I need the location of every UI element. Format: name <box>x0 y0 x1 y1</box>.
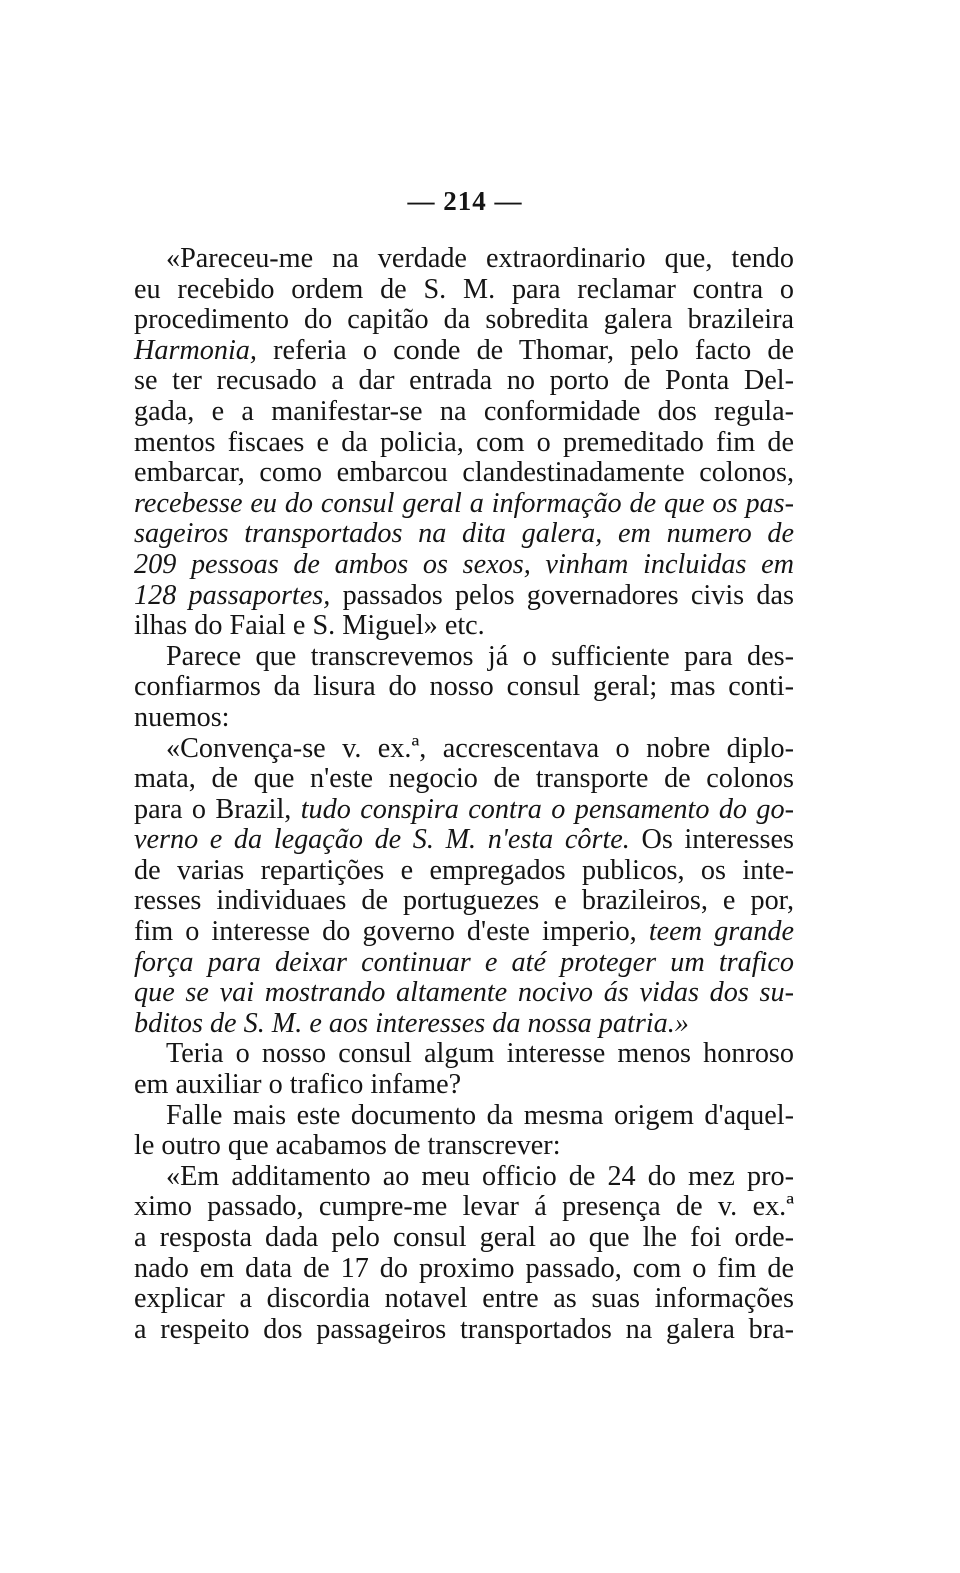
text-segment: a resposta dada pelo consul geral ao que lhe foi orde- <box>134 1222 794 1253</box>
text-segment: explicar a discordia notavel entre as suas informações <box>134 1283 794 1315</box>
text-segment: procedimento do capitão da sobredita galera brazileira <box>134 304 794 336</box>
text-segment: para o Brazil, <box>134 793 301 825</box>
text-segment: confiarmos da lisura do nosso consul geral; mas conti- <box>134 671 794 703</box>
text-segment: Harmonia, <box>134 334 257 366</box>
text-line <box>134 428 794 459</box>
text-line <box>134 1131 794 1162</box>
text-line <box>134 275 794 306</box>
text-line <box>134 305 794 336</box>
text-line <box>134 1284 794 1315</box>
text-line <box>134 336 794 367</box>
text-segment: mentos fiscaes e da policia, com o premeditado fim de <box>134 426 794 458</box>
text-line <box>134 397 794 428</box>
text-segment: força para deixar continuar e até proteger um trafico <box>134 946 794 978</box>
text-line <box>134 764 794 795</box>
text-line <box>134 550 794 581</box>
text-segment: Parece que transcrevemos já o sufficiente para des- <box>166 640 794 672</box>
text-line <box>134 825 794 856</box>
text-line <box>134 795 794 826</box>
text-segment: fim o interesse do governo d'este imperio, <box>134 916 649 948</box>
page-number: — 214 — <box>407 186 523 216</box>
text-segment: gada, e a manifestar-se na conformidade dos regula- <box>134 395 794 427</box>
text-line <box>134 1254 794 1285</box>
text-segment: ximo passado, cumpre-me levar á presença de v. ex.ª <box>134 1191 794 1223</box>
text-line <box>134 642 794 673</box>
text-segment: passados pelos governadores civis das <box>330 579 794 611</box>
text-segment: de varias repartições e empregados publicos, os inte- <box>134 854 794 886</box>
text-line <box>134 1070 794 1101</box>
text-segment: mata, de que n'este negocio de transporte de colonos <box>134 763 794 795</box>
text-line <box>134 734 794 765</box>
text-segment: «Pareceu-me na verdade extraordinario que, tendo <box>166 243 794 274</box>
text-line <box>134 672 794 703</box>
text-line <box>134 1192 794 1223</box>
text-line <box>134 1101 794 1132</box>
text-segment: a respeito dos passageiros transportados na galera bra- <box>134 1313 794 1345</box>
text-line <box>134 366 794 397</box>
text-segment: 209 pessoas de ambos os sexos, vinham incluidas em <box>134 548 794 580</box>
text-segment: sageiros transportados na dita galera, em numero de <box>134 518 794 550</box>
text-segment: «Em additamento ao meu officio de 24 do mez pro- <box>166 1160 794 1192</box>
text-line <box>134 917 794 948</box>
text-segment: resses individuaes de portuguezes e brazileiros, e por, <box>134 885 794 917</box>
body-text <box>134 244 794 1345</box>
text-line <box>134 581 794 612</box>
text-segment: nado em data de 17 do proximo passado, com o fim de <box>134 1252 794 1284</box>
text-segment: verno e da legação de S. M. n'esta côrte. <box>134 824 630 856</box>
text-segment: Teria o nosso consul algum interesse menos honroso <box>166 1038 794 1070</box>
text-line <box>134 1009 794 1040</box>
text-segment: se ter recusado a dar entrada no porto de Ponta Del- <box>134 365 794 397</box>
text-line <box>134 519 794 550</box>
text-line <box>134 1223 794 1254</box>
text-line <box>134 1039 794 1070</box>
text-segment: bditos de S. M. e aos interesses da nossa patria.» <box>134 1007 689 1039</box>
text-line <box>134 703 794 734</box>
text-segment: teem grande <box>648 916 794 948</box>
text-segment: 128 passaportes, <box>134 579 331 611</box>
text-line <box>134 978 794 1009</box>
text-segment: Falle mais este documento da mesma origem d'aquel- <box>166 1099 794 1131</box>
text-line <box>134 458 794 489</box>
text-segment: nuemos: <box>134 701 230 733</box>
text-line <box>134 244 794 275</box>
text-segment: ilhas do Faial e S. Miguel» etc. <box>134 610 485 642</box>
text-line <box>134 611 794 642</box>
text-line <box>134 856 794 887</box>
text-segment: recebesse eu do consul geral a informação de que os pas- <box>134 487 794 519</box>
text-segment: embarcar, como embarcou clandestinadamente colonos, <box>134 457 794 489</box>
text-line <box>134 1162 794 1193</box>
text-segment: referia o conde de Thomar, pelo facto de <box>256 334 794 366</box>
text-segment: tudo conspira contra o pensamento do go- <box>300 793 794 825</box>
text-segment: em auxiliar o trafico infame? <box>134 1069 462 1101</box>
text-line <box>134 886 794 917</box>
text-segment: Os interesses <box>629 824 794 856</box>
text-segment: eu recebido ordem de S. M. para reclamar contra o <box>134 273 794 305</box>
text-segment: «Convença-se v. ex.ª, accrescentava o nobre diplo- <box>166 732 794 764</box>
text-line <box>134 489 794 520</box>
text-line <box>134 1315 794 1346</box>
text-line <box>134 948 794 979</box>
text-segment: que se vai mostrando altamente nocivo ás vidas dos su- <box>134 977 794 1009</box>
text-segment: le outro que acabamos de transcrever: <box>134 1130 561 1162</box>
